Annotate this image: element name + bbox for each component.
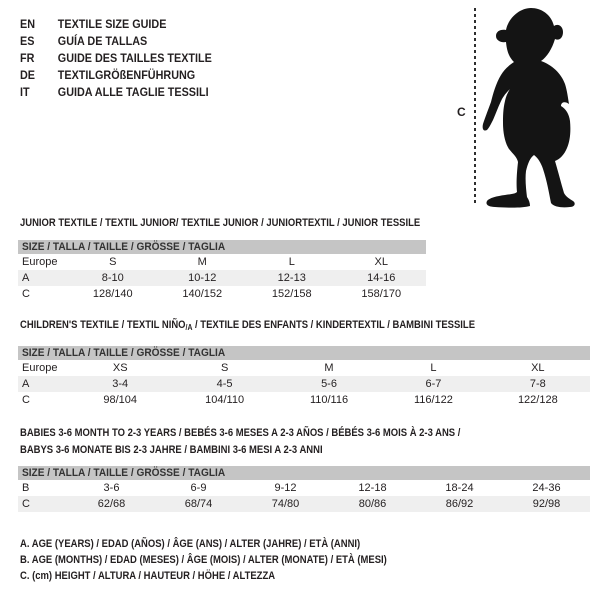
lang-row-en (20, 16, 212, 33)
size-value: 110/116 (309, 394, 349, 406)
row-label: A (22, 272, 30, 284)
row-label: C (22, 394, 30, 406)
size-value: 80/86 (358, 498, 387, 510)
size-value: XL (531, 362, 545, 374)
table-row-europe (18, 360, 590, 376)
size-value: 7-8 (529, 378, 546, 390)
size-header-bar (18, 466, 590, 480)
size-value: 14-16 (367, 272, 396, 284)
babies-size-table (18, 466, 590, 512)
table-row-age (18, 270, 426, 286)
babies-table-title (20, 425, 460, 459)
size-value: 4-5 (216, 378, 233, 390)
size-value: 98/104 (103, 394, 138, 406)
size-value: 8-10 (101, 272, 124, 284)
lang-title: GUIDE DES TAILLES TEXTILE (57, 51, 212, 65)
size-value: L (288, 256, 295, 268)
row-label: C (22, 288, 30, 300)
size-value: L (430, 362, 437, 374)
footnote-c: C. (cm) HEIGHT / ALTURA / HAUTEUR / HÖHE / ALTEZZA (20, 570, 276, 582)
size-header-label: SIZE / TALLA / TAILLE / GRÖSSE / TAGLIA (22, 241, 226, 253)
children-title-post: / TEXTILE DES ENFANTS / KINDERTEXTIL / BAMBINI TESSILE (192, 319, 476, 331)
lang-row-de (20, 67, 212, 84)
children-title-subscript: /A (185, 323, 193, 332)
junior-table-title: JUNIOR TEXTILE / TEXTIL JUNIOR/ TEXTILE JUNIOR / JUNIORTEXTIL / JUNIOR TESSILE (20, 217, 421, 229)
footnote-a: A. AGE (YEARS) / EDAD (AÑOS) / ÂGE (ANS) / ALTER (JAHRE) / ETÀ (ANNI) (20, 538, 361, 550)
size-value: 10-12 (188, 272, 217, 284)
row-label: Europe (22, 256, 58, 268)
row-label: Europe (22, 362, 58, 374)
size-value: 116/122 (413, 394, 453, 406)
language-title-list (20, 16, 233, 101)
size-value: 122/128 (517, 394, 558, 406)
row-label: C (22, 498, 30, 510)
size-value: XL (374, 256, 388, 268)
size-header-label: SIZE / TALLA / TAILLE / GRÖSSE / TAGLIA (22, 347, 226, 359)
table-row-europe (18, 254, 426, 270)
height-measure-dashed-line (474, 8, 476, 204)
size-value: 24-36 (532, 482, 561, 494)
size-value: 104/110 (205, 394, 245, 406)
lang-row-es (20, 33, 212, 50)
size-value: 9-12 (274, 482, 297, 494)
size-value: 12-13 (277, 272, 306, 284)
size-value: S (109, 256, 117, 268)
size-value: XS (112, 362, 128, 374)
lang-code: FR (20, 51, 35, 65)
lang-row-fr (20, 50, 212, 67)
size-header-bar (18, 240, 426, 254)
babies-title-line1: BABIES 3-6 MONTH TO 2-3 YEARS / BEBÉS 3-6 MESES A 2-3 AÑOS / BÉBÉS 3-6 MOIS À 2-3 ANS / (20, 427, 461, 439)
toddler-silhouette-icon (481, 6, 576, 211)
size-value: M (324, 362, 334, 374)
lang-title: GUIDA ALLE TAGLIE TESSILI (57, 85, 209, 99)
lang-code: ES (20, 34, 35, 48)
lang-row-it (20, 84, 212, 101)
table-row-age-months (18, 480, 590, 496)
junior-size-table (18, 240, 426, 302)
size-value: 140/152 (182, 288, 223, 300)
table-row-age (18, 376, 590, 392)
size-value: 158/170 (361, 288, 402, 300)
size-value: 18-24 (445, 482, 474, 494)
lang-code: IT (20, 85, 30, 99)
lang-title: GUÍA DE TALLAS (57, 34, 148, 48)
children-size-table (18, 346, 590, 408)
size-value: S (220, 362, 229, 374)
size-value: 92/98 (532, 498, 561, 510)
lang-code: EN (20, 17, 36, 31)
size-value: 68/74 (184, 498, 213, 510)
size-value: M (197, 256, 207, 268)
lang-title: TEXTILGRÖßENFÜHRUNG (57, 68, 196, 82)
size-header-bar (18, 346, 590, 360)
footnote-legend (20, 536, 447, 584)
size-value: 86/92 (445, 498, 474, 510)
size-value: 5-6 (321, 378, 337, 390)
babies-title-line2: BABYS 3-6 MONATE BIS 2-3 JAHRE / BAMBINI 3-6 MESI A 2-3 ANNI (20, 444, 323, 456)
footnote-b: B. AGE (MONTHS) / EDAD (MESES) / ÂGE (MOIS) / ALTER (MONATE) / ETÀ (MESI) (20, 554, 387, 566)
children-title-pre: CHILDREN'S TEXTILE / TEXTIL NIÑO (20, 319, 186, 331)
size-value: 3-6 (103, 482, 120, 494)
children-table-title (20, 319, 475, 334)
size-value: 6-7 (425, 378, 442, 390)
size-value: 152/158 (271, 288, 312, 300)
size-value: 74/80 (271, 498, 300, 510)
row-label: A (22, 378, 30, 390)
size-value: 62/68 (97, 498, 126, 510)
size-header-label: SIZE / TALLA / TAILLE / GRÖSSE / TAGLIA (22, 467, 226, 479)
lang-title: TEXTILE SIZE GUIDE (57, 17, 167, 31)
size-value: 3-4 (112, 378, 129, 390)
height-measure-label: C (457, 105, 466, 119)
table-row-height (18, 286, 426, 302)
lang-code: DE (20, 68, 36, 82)
table-row-height (18, 496, 590, 512)
size-value: 12-18 (358, 482, 387, 494)
size-value: 6-9 (190, 482, 207, 494)
size-value: 128/140 (92, 288, 133, 300)
table-row-height (18, 392, 590, 408)
row-label: B (22, 482, 30, 494)
